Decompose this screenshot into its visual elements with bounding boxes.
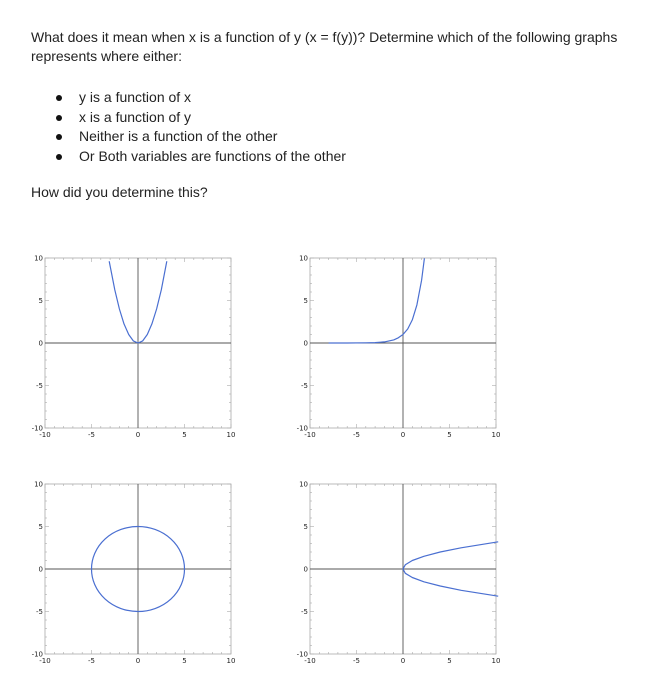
y-tick-label: -5 (301, 382, 308, 390)
graph-bottom-left (28, 474, 238, 674)
y-tick-label: 5 (38, 297, 43, 305)
y-tick-label: 10 (34, 254, 43, 263)
x-tick-label: -5 (353, 431, 360, 439)
graph-svg (293, 248, 503, 448)
x-tick-label: 10 (491, 431, 501, 439)
x-tick-label: -5 (88, 431, 95, 439)
option-item: y is a function of x (31, 88, 346, 108)
graph-bottom-right (293, 474, 503, 674)
question-text: What does it mean when x is a function of y (x = f(y))? Determine which of the following graphs represents where either: (31, 29, 618, 64)
y-tick-label: -10 (296, 424, 308, 433)
x-tick-label: 10 (491, 657, 501, 665)
y-tick-label: 0 (303, 565, 308, 574)
graph-svg (293, 474, 503, 674)
x-tick-label: 0 (400, 657, 406, 665)
y-tick-label: 10 (34, 480, 43, 489)
curve-series (329, 258, 425, 343)
y-tick-label: 0 (38, 565, 43, 574)
y-tick-label: 5 (303, 523, 308, 531)
y-tick-label: -10 (31, 424, 43, 433)
x-tick-label: 5 (447, 657, 452, 665)
x-tick-label: 0 (135, 657, 141, 665)
y-tick-label: 10 (299, 480, 308, 489)
y-tick-label: 5 (303, 297, 308, 305)
y-tick-label: 5 (38, 523, 43, 531)
x-tick-label: 0 (135, 431, 141, 439)
y-tick-label: -10 (31, 650, 43, 659)
x-tick-label: 0 (400, 431, 406, 439)
x-tick-label: 10 (226, 657, 236, 665)
x-tick-label: 10 (226, 431, 236, 439)
option-item: x is a function of y (31, 108, 346, 128)
x-tick-label: -5 (88, 657, 95, 665)
x-tick-label: -10 (39, 657, 51, 665)
y-tick-label: 10 (299, 254, 308, 263)
graph-svg (28, 248, 238, 448)
x-tick-label: -5 (353, 657, 360, 665)
y-tick-label: 0 (303, 339, 308, 348)
x-tick-label: -10 (39, 431, 51, 439)
x-tick-label: -10 (304, 431, 316, 439)
y-tick-label: -5 (36, 382, 43, 390)
x-tick-label: 5 (447, 431, 452, 439)
y-tick-label: -10 (296, 650, 308, 659)
y-tick-label: -5 (301, 608, 308, 616)
graph-top-right (293, 248, 503, 448)
x-tick-label: 5 (182, 431, 187, 439)
x-tick-label: 5 (182, 657, 187, 665)
prompt-text: How did you determine this? (31, 184, 208, 200)
y-tick-label: 0 (38, 339, 43, 348)
option-item: Neither is a function of the other (31, 127, 346, 147)
graph-top-left (28, 248, 238, 448)
x-tick-label: -10 (304, 657, 316, 665)
graph-svg (28, 474, 238, 674)
y-tick-label: -5 (36, 608, 43, 616)
options-list (31, 88, 346, 166)
option-item: Or Both variables are functions of the other (31, 147, 346, 167)
